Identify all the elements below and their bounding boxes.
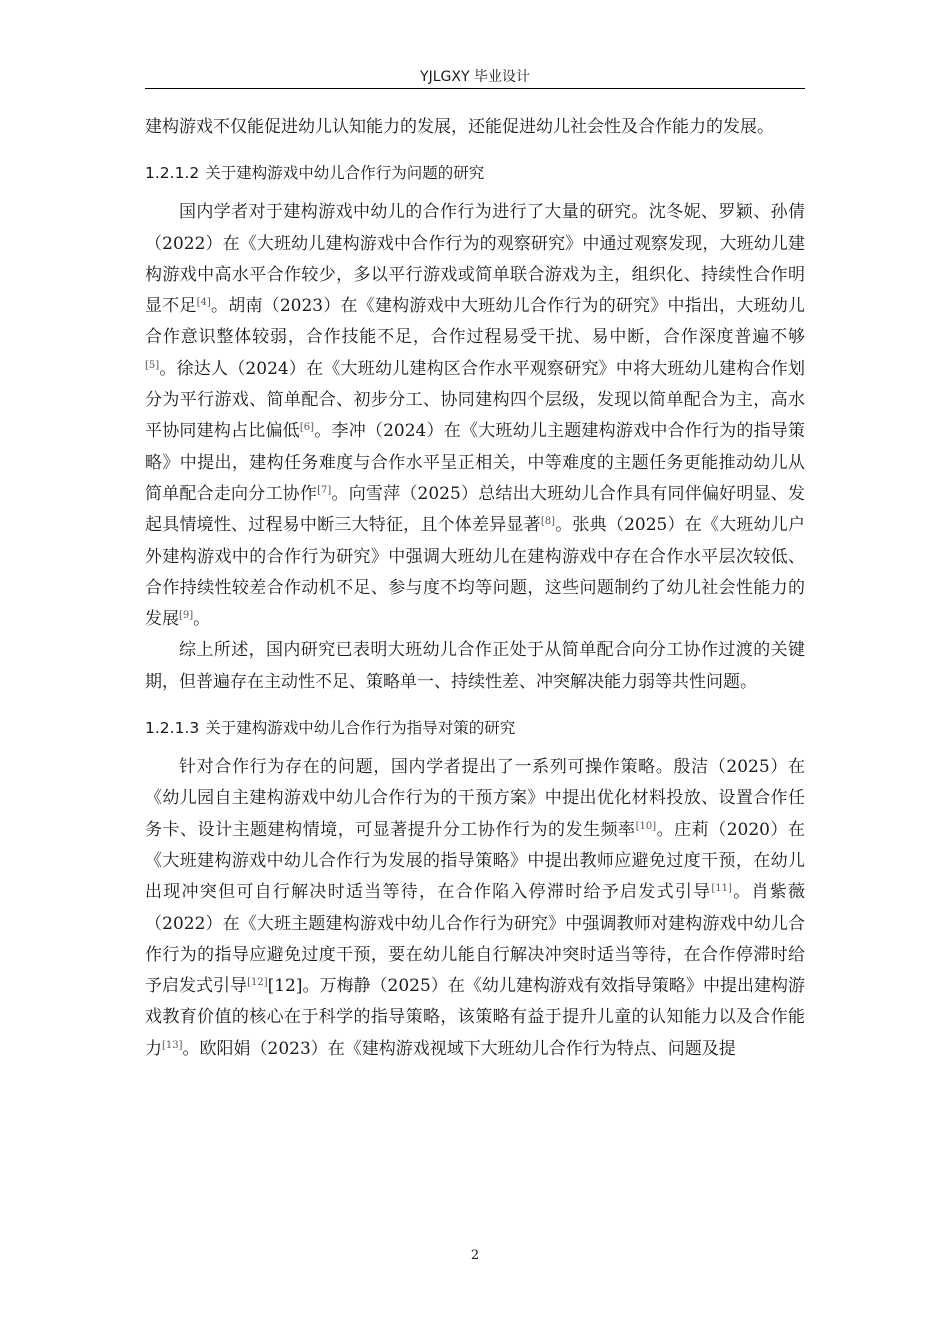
- section-title: 关于建构游戏中幼儿合作行为指导对策的研究: [205, 719, 516, 738]
- paragraph-text: 综上所述，国内研究已表明大班幼儿合作正处于从简单配合向分工协作过渡的关键期，但普遍存在主动性不足、策略单一、持续性差、冲突解决能力弱等共性问题。: [145, 640, 805, 692]
- page-header: YJLGXY 毕业设计: [420, 69, 530, 85]
- paragraph-text: 。向雪萍（2025）总结出大班幼儿合作具有同伴偏好明显、发起具情境性、过程易中断三大特征，且个体差异显著: [145, 483, 806, 536]
- citation-marker: [5]: [145, 359, 160, 371]
- paragraph-text: 国内学者对于建构游戏中幼儿的合作行为进行了大量的研究。沈冬妮、罗颖、孙倩（2022）在《大班幼儿建构游戏中合作行为的观察研究》中通过观察发现，大班幼儿建构游戏中高水平合作较少，多以平行游戏或简单联合游戏为主，组织化、持续性合作明显不足: [145, 202, 805, 317]
- body-paragraph: [145, 635, 805, 698]
- section-number: 1.2.1.3: [145, 719, 200, 738]
- page-number: 2: [470, 1248, 480, 1263]
- section-heading: [145, 716, 805, 738]
- citation-marker: [7]: [317, 484, 332, 496]
- body-paragraph: [145, 197, 805, 635]
- body-paragraph: [145, 752, 805, 1065]
- document-body: [145, 112, 805, 1065]
- citation-marker: [12]: [247, 977, 268, 989]
- paragraph-text: 针对合作行为存在的问题，国内学者提出了一系列可操作策略。殷洁（2025）在《幼儿园自主建构游戏中幼儿合作行为的干预方案》中提出优化材料投放、设置合作任务卡、设计主题建构情境，可显著提升分工协作行为的发生频率: [145, 757, 805, 840]
- paragraph-text: 。张典（2025）在《大班幼儿户外建构游戏中的合作行为研究》中强调大班幼儿在建构游戏中存在合作水平层次较低、合作持续性较差合作动机不足、参与度不均等问题，这些问题制约了幼儿社会性能力的发展: [145, 515, 806, 630]
- paragraph-text: 。肖紫薇（2022）在《大班主题建构游戏中幼儿合作行为研究》中强调教师对建构游戏中幼儿合作行为的指导应避免过度干预，要在幼儿能自行解决冲突时适当等待，在合作停滞时给予启发式引导: [145, 882, 806, 997]
- paragraph-text: 。胡南（2023）在《建构游戏中大班幼儿合作行为的研究》中指出，大班幼儿合作意识整体较弱，合作技能不足，合作过程易受干扰、易中断，合作深度普遍不够: [145, 296, 806, 348]
- citation-marker: [13]: [162, 1039, 183, 1051]
- paragraph-text: 。李冲（2024）在《大班幼儿主题建构游戏中合作行为的指导策略》中提出，建构任务难度与合作水平呈正相关，中等难度的主题任务更能推动幼儿从简单配合走向分工协作: [145, 421, 805, 504]
- section-heading: [145, 161, 805, 183]
- paragraph-text: 。: [193, 609, 211, 630]
- citation-marker: [6]: [299, 422, 315, 434]
- paragraph-text: 。欧阳娟（2023）在《建构游戏视域下大班幼儿合作行为特点、问题及提: [182, 1038, 736, 1059]
- body-paragraph: [145, 112, 805, 143]
- citation-marker: [9]: [179, 610, 194, 622]
- citation-marker: [4]: [196, 297, 211, 309]
- header-rule: [145, 88, 805, 89]
- paragraph-text: 。庄莉（2020）在《大班建构游戏中幼儿合作行为发展的指导策略》中提出教师应避免过度干预，在幼儿出现冲突但可自行解决时适当等待，在合作陷入停滞时给予启发式引导: [145, 819, 805, 903]
- citation-marker: [10]: [635, 820, 657, 832]
- paragraph-text: 建构游戏不仅能促进幼儿认知能力的发展，还能促进幼儿社会性及合作能力的发展。: [145, 117, 774, 137]
- section-number: 1.2.1.2: [145, 164, 200, 183]
- section-title: 关于建构游戏中幼儿合作行为问题的研究: [205, 164, 485, 183]
- citation-marker: [11]: [711, 883, 732, 895]
- paragraph-text: [12]。万梅静（2025）在《幼儿建构游戏有效指导策略》中提出建构游戏教育价值的核心在于科学的指导策略，该策略有益于提升儿童的认知能力以及合作能力: [145, 976, 805, 1059]
- citation-marker: [8]: [540, 516, 556, 528]
- paragraph-text: 。徐达人（2024）在《大班幼儿建构区合作水平观察研究》中将大班幼儿建构合作划分为平行游戏、简单配合、初步分工、协同建构四个层级，发现以简单配合为主，高水平协同建构占比偏低: [145, 358, 805, 442]
